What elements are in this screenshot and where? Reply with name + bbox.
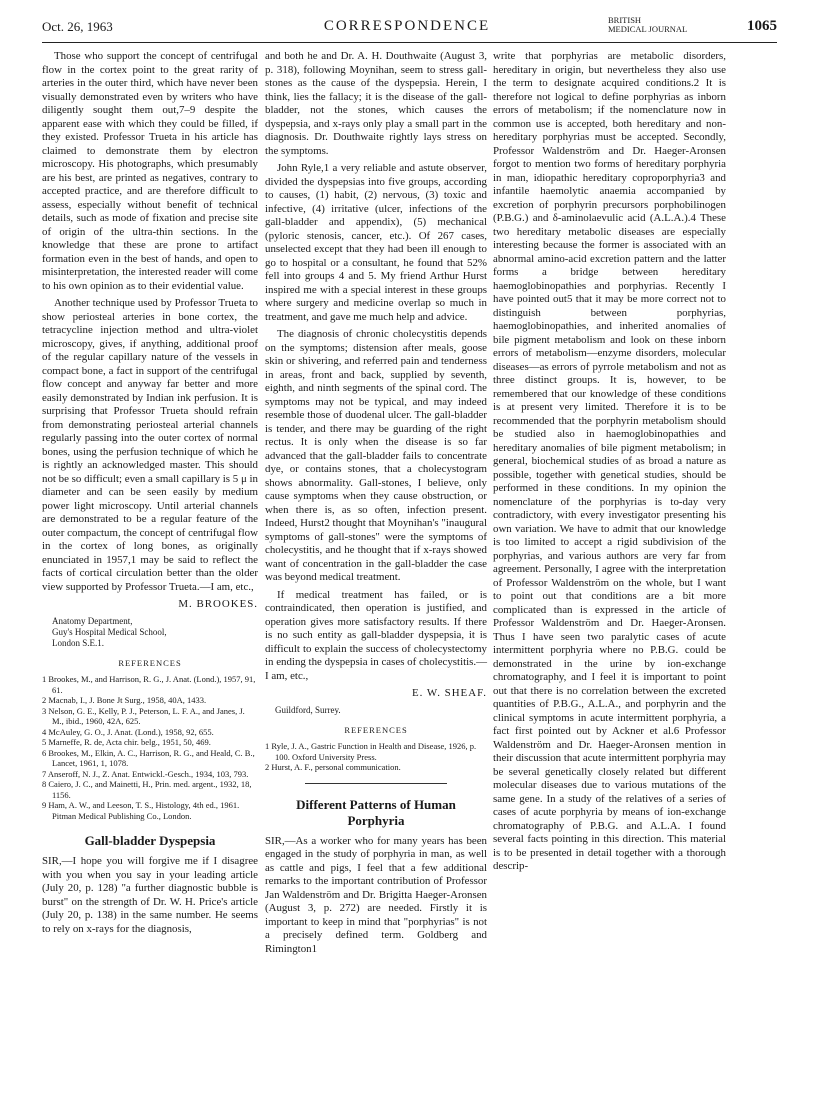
author-location: Guildford, Surrey. — [275, 704, 341, 715]
header-rule — [42, 42, 777, 43]
reference-item: 7 Anseroff, N. J., Z. Anat. Entwickl.-Gesch., 1934, 103, 793. — [42, 768, 249, 779]
affiliation-line: Guy's Hospital Medical School, — [52, 626, 167, 637]
reference-item: 2 Macnab, I., J. Bone Jt Surg., 1958, 40A, 1433. — [42, 695, 207, 705]
letter-paragraph: John Ryle,1 a very reliable and astute observer, divided the dyspepsias into five groups, according to causes, (1) habit, (2) nervous, (3) toxic and infective, (4) irritative (ulcer, infections of the gall-bladder and appendix), (5) mechanical (pyloric stenosis, cancer, etc.). Of 267 cases, unselected except that they had been ill enough to go to hospital or a consultant, he found that 52% fell into groups 4 and 5. My friend Arthur Hurst inspired me with a special interest in these groups where surgery and medicine overlap so much in treatment, and gave me much help and advice. — [265, 162, 487, 323]
reference-item: 8 Caiero, J. C., and Mainetti, H., Prin. med. argent., 1932, 18, 1156. — [42, 779, 252, 800]
journal-name-line1: BRITISH — [608, 15, 642, 25]
letter-paragraph: and both he and Dr. A. H. Douthwaite (August 3, p. 318), following Moynihan, seem to stress gall-stones as the cause of the dyspepsia. Herein, I think, lies the fallacy; it is the disease of the gall-bladder, not the stones, which causes the dyspepsia, and x-rays only play a small part in the diagnosis. Dr. Douthwaite rightly lays stress on the symptoms. — [265, 50, 487, 157]
reference-item: 2 Hurst, A. F., personal communication. — [265, 762, 401, 772]
references-heading: REFERENCES — [344, 724, 408, 735]
letter-heading-line1: Different Patterns of Human — [296, 796, 456, 812]
letter-paragraph: The diagnosis of chronic cholecystitis depends on the symptoms; distension after meals, goose skin or shivering, and referred pain and tenderness in areas, front and back, supplied by seventh, eighth, and ninth segments of the spinal cord. The symptoms may not be typical, and may indeed resemble those of duodenal ulcer. The gall-bladder is tender, and there may be guarding of the right rectus. It is only when the disease is so far advanced that the gall-bladder fails to concentrate dye, or contains stones, that a cholecystogram shows abnormality. Gall-stones, I believe, only cause symptoms when they cause obstruction, or when there is, as so often, infection present. Indeed, Hurst2 thought that Moynihan's "inaugural symptoms of gall-stones" were the symptoms of cholecystitis, and he thought that if x-rays showed want of concentration in the gall-bladder the case was beyond medical treatment. — [265, 328, 487, 583]
letter-heading-line2: Porphyria — [347, 812, 405, 828]
letter-paragraph: Those who support the concept of centrifugal flow in the cortex point to the great rarity of arteries in the outer third, which have never been visually demonstrated even by writers who have diligently sought them out,7–9 despite the apparent ease with which they could be filled, if they existed. Professor Trueta in his article has claimed to demonstrate them by electron microscopy. His photographs, which presumably are his best, are printed as negatives, contrary to accepted practice, and are therefore difficult to assess, especially without benefit of technical details, such as mode of fixation and precise site of origin of the ultra-thin sections. In the knowledge that these are prone to artifact formation even in the best of hands, and open to misinterpretation, the interested reader will come to his own opinion as to their evidential value. — [42, 50, 258, 292]
section-title: CORRESPONDENCE — [323, 18, 491, 34]
reference-item: 5 Marneffe, R. de, Acta chir. belg., 1951, 50, 469. — [42, 737, 211, 747]
reference-item: 4 McAuley, G. O., J. Anat. (Lond.), 1958, 92, 655. — [42, 726, 214, 737]
letter-paragraph: SIR,—I hope you will forgive me if I disagree with you when you say in your leading article (July 20, p. 128) "a further diagnostic bubble is burst" on the strength of Dr. W. H. Price's article (July 20, p. 138) in the same number. He seems to rely on x-rays for the diagnosis, — [42, 855, 258, 935]
journal-name-line2: MEDICAL JOURNAL — [608, 24, 688, 34]
reference-item: 1 Brookes, M., and Harrison, R. G., J. Anat. (Lond.), 1957, 91, 61. — [42, 674, 256, 695]
column-2 — [265, 50, 487, 956]
affiliation-line: Anatomy Department, — [52, 615, 133, 626]
page-header — [42, 16, 777, 40]
reference-list — [265, 741, 487, 773]
references-heading: REFERENCES — [118, 657, 182, 668]
letter-paragraph: SIR,—As a worker who for many years has been engaged in the study of porphyria in man, as well as cattle and pigs, I feel that a few additional remarks to the important contribution of Professor Jan Waldenström and Dr. Brigitta Haeger-Aronsen (August 3, p. 272) are needed. Firstly it is important to keep in mind that "porphyrias" is not a precisely defined term. Goldberg and Rimington1 — [265, 834, 487, 955]
reference-list — [42, 674, 258, 821]
letter-signature: E. W. SHEAF. — [412, 687, 487, 699]
reference-item: 9 Ham, A. W., and Leeson, T. S., Histology, 4th ed., 1961. Pitman Medical Publishing Co., London. — [42, 800, 240, 821]
column-1 — [42, 50, 258, 936]
page-number: 1065 — [747, 18, 777, 34]
column-3 — [493, 50, 726, 874]
letter-paragraph: Another technique used by Professor Trueta to show periosteal arteries in bone cortex, the tetracycline injection method and ultra-violet microscopy, gives, if anything, additional proof of the regular capillary nature of the vessels in compact bone, a fact in support of the centrifugal flow concept and anyway far better and more easily demonstrated by Indian ink perfusion. It is surprising that Professor Trueta should refrain from demonstrating periosteal arterial channels regularly passing into the outer cortex of normal bones, using the perfusion technique of which he is rightly an acknowledged master. This should not be so difficult; even a small capillary is 5 μ in diameter and can be seen easily by medium power light microscopy. Until arterial channels are demonstrated to be a regular feature of the outer compactum, the concept of centrifugal flow in the cortex of long bones, as originally enunciated in 1957,1 may be said to reflect the facts of cortical circulation better than the older view supported by Professor Trueta.—I am, etc., — [42, 297, 258, 593]
issue-date: Oct. 26, 1963 — [42, 19, 113, 34]
reference-item: 3 Nelson, G. E., Kelly, P. J., Peterson, L. F. A., and Janes, J. M., ibid., 1960, 42A, 625. — [42, 705, 245, 726]
letter-paragraph: If medical treatment has failed, or is contraindicated, then operation is justified, and operation gives more satisfactory results. If there is no such entity as gall-bladder dyspepsia, it is difficult to explain the success of cholecystectomy in ending the dyspepsia in cases of cholecystitis.—I am, etc., — [265, 588, 488, 682]
section-divider — [305, 783, 447, 785]
journal-name — [608, 16, 687, 34]
reference-item: 1 Ryle, J. A., Gastric Function in Health and Disease, 1926, p. 100. Oxford University Press. — [265, 741, 477, 762]
reference-item: 6 Brookes, M., Elkin, A. C., Harrison, R. G., and Heald, C. B., Lancet, 1961, 1, 1078. — [42, 747, 255, 768]
letter-signature: M. BROOKES. — [178, 598, 258, 610]
author-affiliation — [42, 616, 258, 649]
letter-heading — [265, 797, 487, 829]
affiliation-line: London S.E.1. — [52, 637, 105, 648]
letter-paragraph: write that porphyrias are metabolic disorders, hereditary in origin, but nevertheless they also use the term to designate acquired conditions.2 It is therefore not logical to define porphyrias as inborn errors of metabolism; if the nomenclature now in common use is accepted, both hereditary and non-hereditary porphyrias must be accepted. Secondly, Professor Waldenström and Dr. Haeger-Aronsen forgot to mention two forms of hereditary porphyria in man, idiopathic hereditary coproporphyria3 and infantile haemolytic anaemia accompanied by excretion of porphyrin precursors porphobilinogen (P.B.G.) and δ-aminolaevulic acid (A.L.A.).4 These two hereditary metabolic diseases are especially interesting because the former is associated with an abnormal amino-acid excretion pattern and the latter forms a bridge between hereditary haemoglobinopathies and porphyrias. Recently I have pointed out5 that it may be more correct not to distinguish between porphyrias, haemoglobinopathies, and inherited anomalies of bile pigment metabolism and look on these inborn errors of metabolism—enzyme disorders, molecular diseases—as errors of pyrrole metabolism and not as three distinct groups. It is, however, to be remembered that our knowledge of these conditions is at present very limited. Therefore it is to be recommended that the porphyrin metabolism should be studied also in haemoglobinopathies and hereditary anomalies of bile pigment metabolism; in general, biochemical studies of as broad a nature as possible, together with genetical studies, should be performed in these conditions. In my opinion the nomenclature of the porphyrias is to-day very contradictory, with every investigator presenting his own variation. We have to admit that our knowledge is too limited to accept a rigid subdivision of the porphyrias, and various authors are very far from agreement. Personally, I agree with the interpretation of Professor Waldenström on the whole, but I want to point out that conditions are a bit more complicated than is expressed in the article of Professor Waldenström and Dr. Haeger-Aronsen. Thus I have seen two paralytic cases of acute intermittent porphyria where no P.B.G. could be demonstrated in the urine by ion-exchange chromatography, and I feel it is important to point out that there is no correlation between the excreted quantities of P.B.G., A.L.A., and porphyrin and the clinical symptoms in acute intermittent porphyria, a fact first pointed out by Ackner et al.6 Professor Waldenström and Dr. Haeger-Aronsen mention in their discussion that acute intermittent porphyria may be several genetically closely related but different molecular diseases due to various mutations of the same gene. In a study of the relatives of a series of cases of acute porphyria by means of ion-exchange chromatography of P.B.G. and A.L.A. I found several facts pointing in this direction. This material is to be presented in detail together with a thorough descrip- — [493, 50, 726, 872]
letter-heading: Gall-bladder Dyspepsia — [84, 833, 216, 848]
